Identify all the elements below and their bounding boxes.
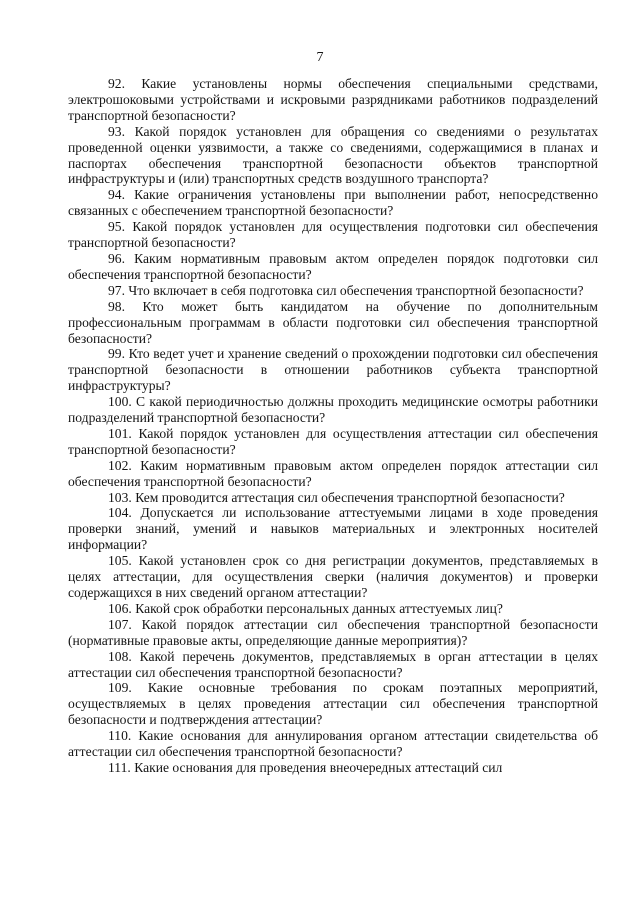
question-list — [68, 76, 598, 776]
question-text: Кем проводится аттестация сил обеспечения транспортной безопасности? — [135, 489, 565, 505]
question-text: Какой установлен срок со дня регистрации документов, представляемых в целях аттестации, для осуществления сверки (наличия документов) и проверки содержащихся в них сведений органом аттестации? — [68, 553, 598, 600]
question-item — [68, 617, 598, 649]
question-item — [68, 251, 598, 283]
question-text: С какой периодичностью должны проходить медицинские осмотры работники подразделений транспортной безопасности? — [68, 394, 598, 426]
question-text: Допускается ли использование аттестуемыми лицами в ходе проведения проверки знаний, умений и навыков материальных и электронных носителей информации? — [68, 505, 598, 553]
question-number: 94. — [108, 187, 125, 203]
question-number: 107. — [108, 616, 132, 632]
question-text: Какой перечень документов, представляемых в орган аттестации в целях аттестации сил обеспечения транспортной безопасности? — [68, 648, 598, 680]
question-number: 105. — [108, 553, 132, 569]
question-number: 93. — [108, 123, 125, 139]
question-number: 98. — [108, 298, 125, 314]
question-item — [68, 680, 598, 728]
question-item — [68, 458, 598, 490]
question-number: 108. — [108, 648, 132, 664]
question-text: Какие основания для проведения внеочередных аттестаций сил — [134, 759, 503, 775]
question-number: 92. — [108, 76, 125, 91]
question-text: Какой порядок установлен для осуществления подготовки сил обеспечения транспортной безопасности? — [68, 219, 598, 251]
question-text: Кто может быть кандидатом на обучение по дополнительным профессиональным программам в области подготовки сил обеспечения транспортной безопасности? — [68, 298, 598, 346]
question-text: Кто ведет учет и хранение сведений о прохождении подготовки сил обеспечения транспортной безопасности в отношении работников субъекта транспортной инфраструктуры? — [68, 346, 598, 394]
question-text: Какой срок обработки персональных данных аттестуемых лиц? — [135, 600, 503, 616]
question-item — [68, 728, 598, 760]
page-number: 7 — [316, 50, 324, 65]
question-text: Какие ограничения установлены при выполнении работ, непосредственно связанных с обеспечением транспортной безопасности? — [68, 187, 598, 219]
question-item — [68, 505, 598, 553]
question-number: 102. — [108, 457, 132, 473]
question-number: 97. — [108, 282, 125, 298]
question-text: Какие основания для аннулирования органом аттестации свидетельства об аттестации сил обеспечения транспортной безопасности? — [68, 728, 598, 760]
question-text: Какой порядок аттестации сил обеспечения транспортной безопасности (нормативные правовые акты, определяющие данные мероприятия)? — [68, 616, 598, 648]
question-item — [68, 601, 598, 617]
question-item — [68, 553, 598, 601]
question-item — [68, 76, 598, 124]
question-text: Каким нормативным правовым актом определен порядок аттестации сил обеспечения транспортной безопасности? — [68, 457, 598, 489]
question-text: Каким нормативным правовым актом определен порядок подготовки сил обеспечения транспортной безопасности? — [68, 250, 598, 282]
question-number: 99. — [108, 346, 125, 362]
question-number: 104. — [108, 505, 132, 521]
question-item — [68, 219, 598, 251]
question-number: 110. — [108, 728, 132, 744]
question-number: 101. — [108, 425, 132, 441]
question-item — [68, 490, 598, 506]
question-item — [68, 426, 598, 458]
question-item — [68, 283, 598, 299]
question-number: 96. — [108, 250, 125, 266]
question-number: 103. — [108, 489, 132, 505]
question-number: 100. — [108, 394, 132, 410]
question-text: Что включает в себя подготовка сил обеспечения транспортной безопасности? — [128, 282, 584, 298]
question-item — [68, 394, 598, 426]
question-item — [68, 124, 598, 188]
question-number: 109. — [108, 680, 132, 696]
question-item — [68, 187, 598, 219]
question-number: 111. — [108, 759, 131, 775]
question-item — [68, 346, 598, 394]
question-text: Какой порядок установлен для осуществления аттестации сил обеспечения транспортной безопасности? — [68, 425, 598, 457]
question-text: Какие основные требования по срокам поэтапных мероприятий, осуществляемых в целях проведения аттестации сил обеспечения транспортной безопасности и подтверждения аттестации? — [68, 680, 599, 728]
question-text: Какой порядок установлен для обращения со сведениями о результатах проведенной оценки уязвимости, а также со сведениями, содержащимися в планах и паспортах обеспечения транспортной безопасности объектов транспортной инфраструктуры и (или) транспортных средств воздушного транспорта? — [68, 123, 598, 187]
question-number: 106. — [108, 600, 132, 616]
question-item — [68, 649, 598, 681]
question-item — [68, 760, 598, 776]
question-number: 95. — [108, 219, 125, 235]
question-text: Какие установлены нормы обеспечения специальными средствами, электрошоковыми устройствами и искровыми разрядниками работников подразделений транспортной безопасности? — [68, 76, 598, 123]
question-item — [68, 299, 598, 347]
